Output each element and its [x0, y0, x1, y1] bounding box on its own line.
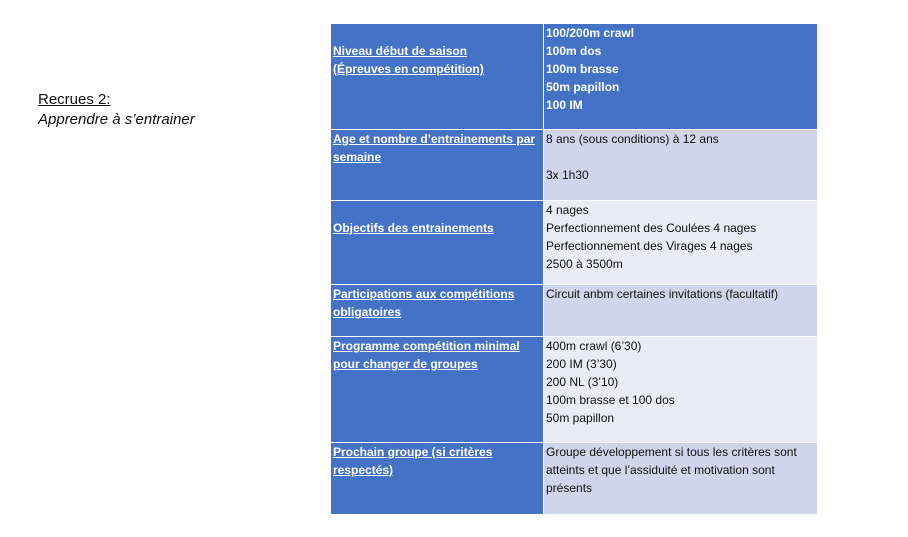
- table-row: [331, 201, 818, 285]
- value-line: 50m papillon: [546, 80, 620, 94]
- row-label: [331, 130, 544, 201]
- value-line: Perfectionnement des Coulées 4 nages: [546, 221, 757, 235]
- page-heading: [38, 90, 195, 130]
- row-label: [331, 443, 544, 515]
- row-value: [544, 130, 818, 201]
- table-row: [331, 443, 818, 515]
- value-line: 3x 1h30: [546, 168, 589, 182]
- label-line: obligatoires: [333, 305, 402, 319]
- value-line: Perfectionnement des Virages 4 nages: [546, 239, 753, 253]
- table-row: [331, 24, 818, 130]
- label-line: respectés): [333, 463, 394, 477]
- row-label: [331, 285, 544, 337]
- table-row: [331, 337, 818, 443]
- value-line: 100/200m crawl: [546, 26, 635, 40]
- row-label: [331, 24, 544, 130]
- value-line: 400m crawl (6’30): [546, 339, 642, 353]
- row-label: [331, 201, 544, 285]
- row-value: [544, 201, 818, 285]
- row-label: [331, 337, 544, 443]
- value-line: 200 NL (3’10): [546, 375, 619, 389]
- value-line: 2500 à 3500m: [546, 257, 623, 271]
- label-line: Programme compétition minimal: [333, 339, 520, 353]
- row-value: [544, 443, 818, 515]
- value-line: 8 ans (sous conditions) à 12 ans: [546, 132, 719, 146]
- value-line: Circuit anbm certaines invitations (facultatif): [546, 287, 779, 301]
- label-line: pour changer de groupes: [333, 357, 478, 371]
- value-line: présents: [546, 481, 593, 495]
- value-line: 100m dos: [546, 44, 602, 58]
- label-line: Objectifs des entrainements: [333, 221, 494, 235]
- group-info-table: [330, 23, 818, 515]
- value-line: 4 nages: [546, 203, 589, 217]
- row-value: [544, 24, 818, 130]
- value-line: 50m papillon: [546, 411, 615, 425]
- label-line: Prochain groupe (si critères: [333, 445, 493, 459]
- value-line: 100m brasse et 100 dos: [546, 393, 675, 407]
- value-line: 200 IM (3’30): [546, 357, 617, 371]
- heading-subtitle: Apprendre à s’entrainer: [38, 111, 195, 128]
- value-line: 100m brasse: [546, 62, 619, 76]
- label-line: (Épreuves en compétition): [333, 62, 484, 76]
- table-row: [331, 130, 818, 201]
- heading-group-name: Recrues 2:: [38, 91, 111, 108]
- value-line: atteints et que l’assiduité et motivation sont: [546, 463, 775, 477]
- table-row: [331, 285, 818, 337]
- row-value: [544, 285, 818, 337]
- value-line: 100 IM: [546, 98, 583, 112]
- label-line: Niveau début de saison: [333, 44, 468, 58]
- row-value: [544, 337, 818, 443]
- label-line: Participations aux compétitions: [333, 287, 515, 301]
- label-line: Age et nombre d’entrainements par: [333, 132, 536, 146]
- label-line: semaine: [333, 150, 382, 164]
- value-line: Groupe développement si tous les critères sont: [546, 445, 797, 459]
